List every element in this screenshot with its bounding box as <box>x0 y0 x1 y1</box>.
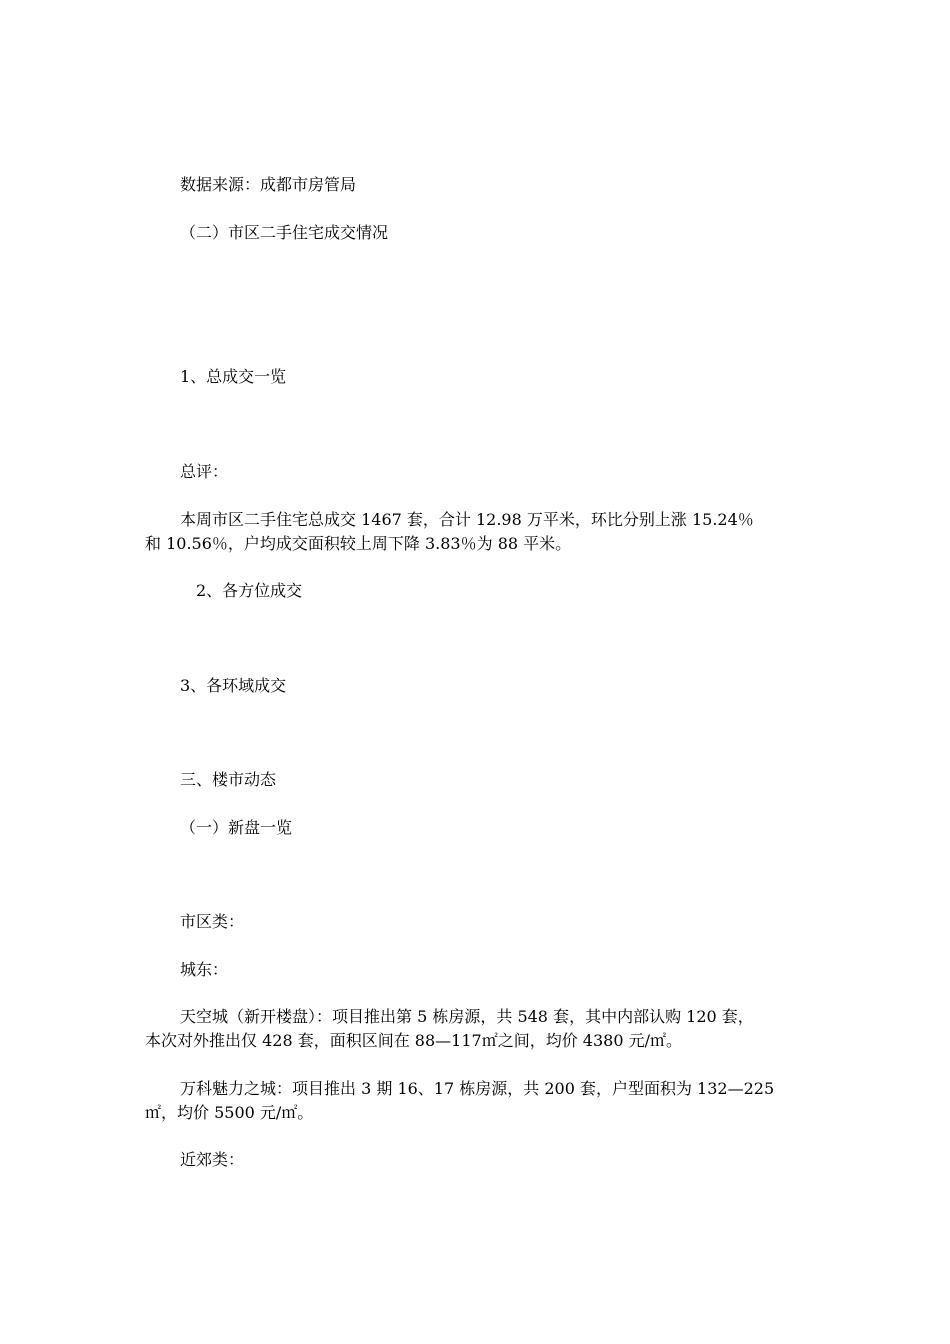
urban-label: 市区类： <box>180 912 245 931</box>
vanke-text-line-2: ㎡，均价 5500 元/㎡。 <box>145 1103 314 1122</box>
tiankong-text-line-2: 本次对外推出仅 428 套，面积区间在 88—117㎡之间，均价 4380 元/㎡。 <box>145 1031 682 1050</box>
east-label: 城东： <box>180 960 229 979</box>
item-heading-direction-deals: 2、各方位成交 <box>196 581 303 600</box>
subsection-heading-new-projects: （一）新盘一览 <box>180 818 293 837</box>
item-heading-total-deals: 1、总成交一览 <box>180 367 287 386</box>
summary-label: 总评： <box>180 462 229 481</box>
suburb-label: 近郊类： <box>180 1150 245 1169</box>
summary-text-line-2: 和 10.56％，户均成交面积较上周下降 3.83％为 88 平米。 <box>145 534 572 553</box>
section-heading-secondhand: （二）市区二手住宅成交情况 <box>180 223 389 242</box>
item-heading-ring-deals: 3、各环域成交 <box>180 676 287 695</box>
section-heading-market-news: 三、楼市动态 <box>180 770 277 789</box>
vanke-text-line-1: 万科魅力之城：项目推出 3 期 16、17 栋房源，共 200 套，户型面积为 132—225 <box>180 1079 775 1098</box>
tiankong-text-line-1: 天空城（新开楼盘）：项目推出第 5 栋房源，共 548 套，其中内部认购 120 套， <box>180 1007 754 1026</box>
source-note: 数据来源：成都市房管局 <box>180 175 357 194</box>
summary-text-line-1: 本周市区二手住宅总成交 1467 套，合计 12.98 万平米，环比分别上涨 15.24％ <box>180 510 754 529</box>
